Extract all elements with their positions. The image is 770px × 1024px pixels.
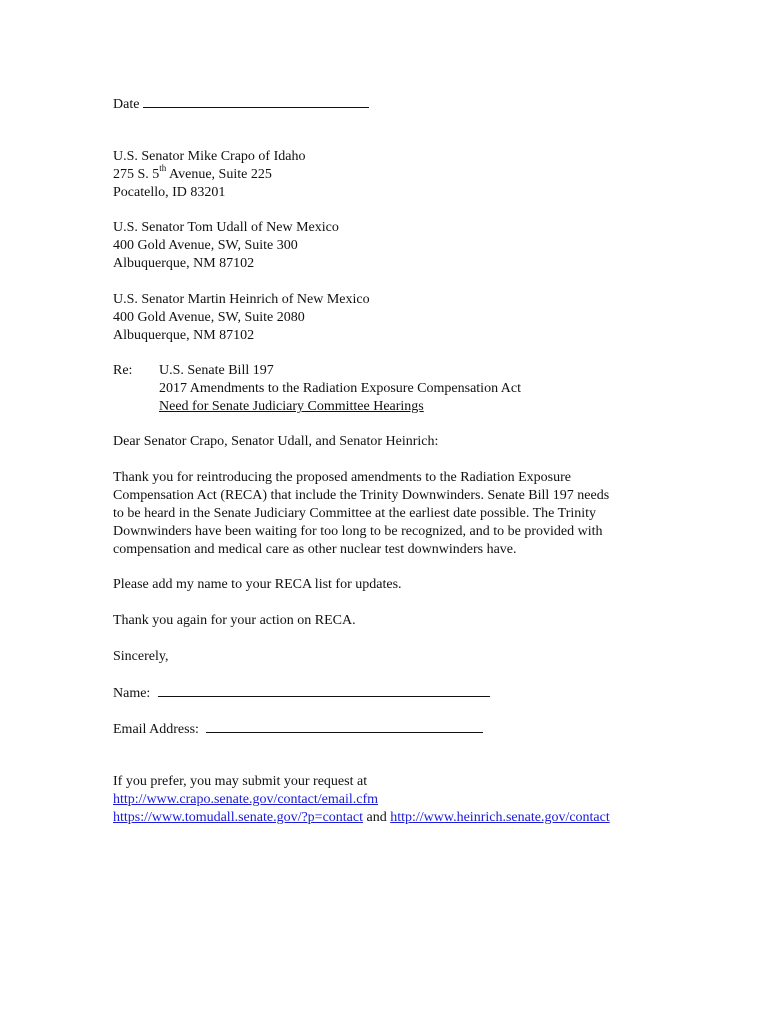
address-1-name: U.S. Senator Mike Crapo of Idaho — [113, 149, 306, 164]
email-label: Email Address: — [113, 722, 199, 737]
email-blank-field[interactable] — [206, 719, 483, 733]
date-label: Date — [113, 97, 140, 112]
and-text: and — [363, 810, 391, 825]
prefer-text: If you prefer, you may submit your request at — [113, 774, 368, 789]
name-label: Name: — [113, 686, 151, 701]
body-line: Compensation Act (RECA) that include the Trinity Downwinders. Senate Bill 197 needs — [113, 488, 610, 503]
name-line — [113, 683, 490, 703]
address-1-city: Pocatello, ID 83201 — [113, 185, 226, 200]
body-line: compensation and medical care as other nuclear test downwinders have. — [113, 542, 517, 557]
address-3-street: 400 Gold Avenue, SW, Suite 2080 — [113, 310, 305, 325]
name-blank-field[interactable] — [158, 683, 490, 697]
heinrich-contact-link[interactable]: http://www.heinrich.senate.gov/contact — [390, 810, 610, 825]
address-2-street: 400 Gold Avenue, SW, Suite 300 — [113, 238, 298, 253]
re-line-1: U.S. Senate Bill 197 — [159, 363, 274, 378]
udall-contact-link[interactable]: https://www.tomudall.senate.gov/?p=contact — [113, 810, 363, 825]
address-2-city: Albuquerque, NM 87102 — [113, 256, 255, 271]
re-label: Re: — [113, 363, 133, 378]
date-line — [113, 94, 369, 114]
email-line — [113, 719, 483, 739]
date-blank-field[interactable] — [143, 94, 369, 108]
salutation: Dear Senator Crapo, Senator Udall, and Senator Heinrich: — [113, 434, 439, 449]
links-line-1 — [113, 791, 378, 809]
re-line-2: 2017 Amendments to the Radiation Exposure Compensation Act — [159, 381, 522, 396]
request-text: Please add my name to your RECA list for updates. — [113, 577, 402, 592]
crapo-contact-link[interactable]: http://www.crapo.senate.gov/contact/email.cfm — [113, 792, 379, 807]
links-line-2 — [113, 809, 610, 827]
address-3-name: U.S. Senator Martin Heinrich of New Mexico — [113, 292, 370, 307]
re-line-3: Need for Senate Judiciary Committee Hearings — [159, 399, 424, 414]
address-1-street: 275 S. 5th Avenue, Suite 225 — [113, 163, 272, 182]
address-2-name: U.S. Senator Tom Udall of New Mexico — [113, 220, 339, 235]
body-line: Thank you for reintroducing the proposed amendments to the Radiation Exposure — [113, 470, 572, 485]
address-3-city: Albuquerque, NM 87102 — [113, 328, 255, 343]
closing-text: Sincerely, — [113, 649, 169, 664]
body-line: to be heard in the Senate Judiciary Committee at the earliest date possible. The Trinity — [113, 506, 597, 521]
body-line: Downwinders have been waiting for too long to be recognized, and to be provided with — [113, 524, 603, 539]
thanks-text: Thank you again for your action on RECA. — [113, 613, 356, 628]
